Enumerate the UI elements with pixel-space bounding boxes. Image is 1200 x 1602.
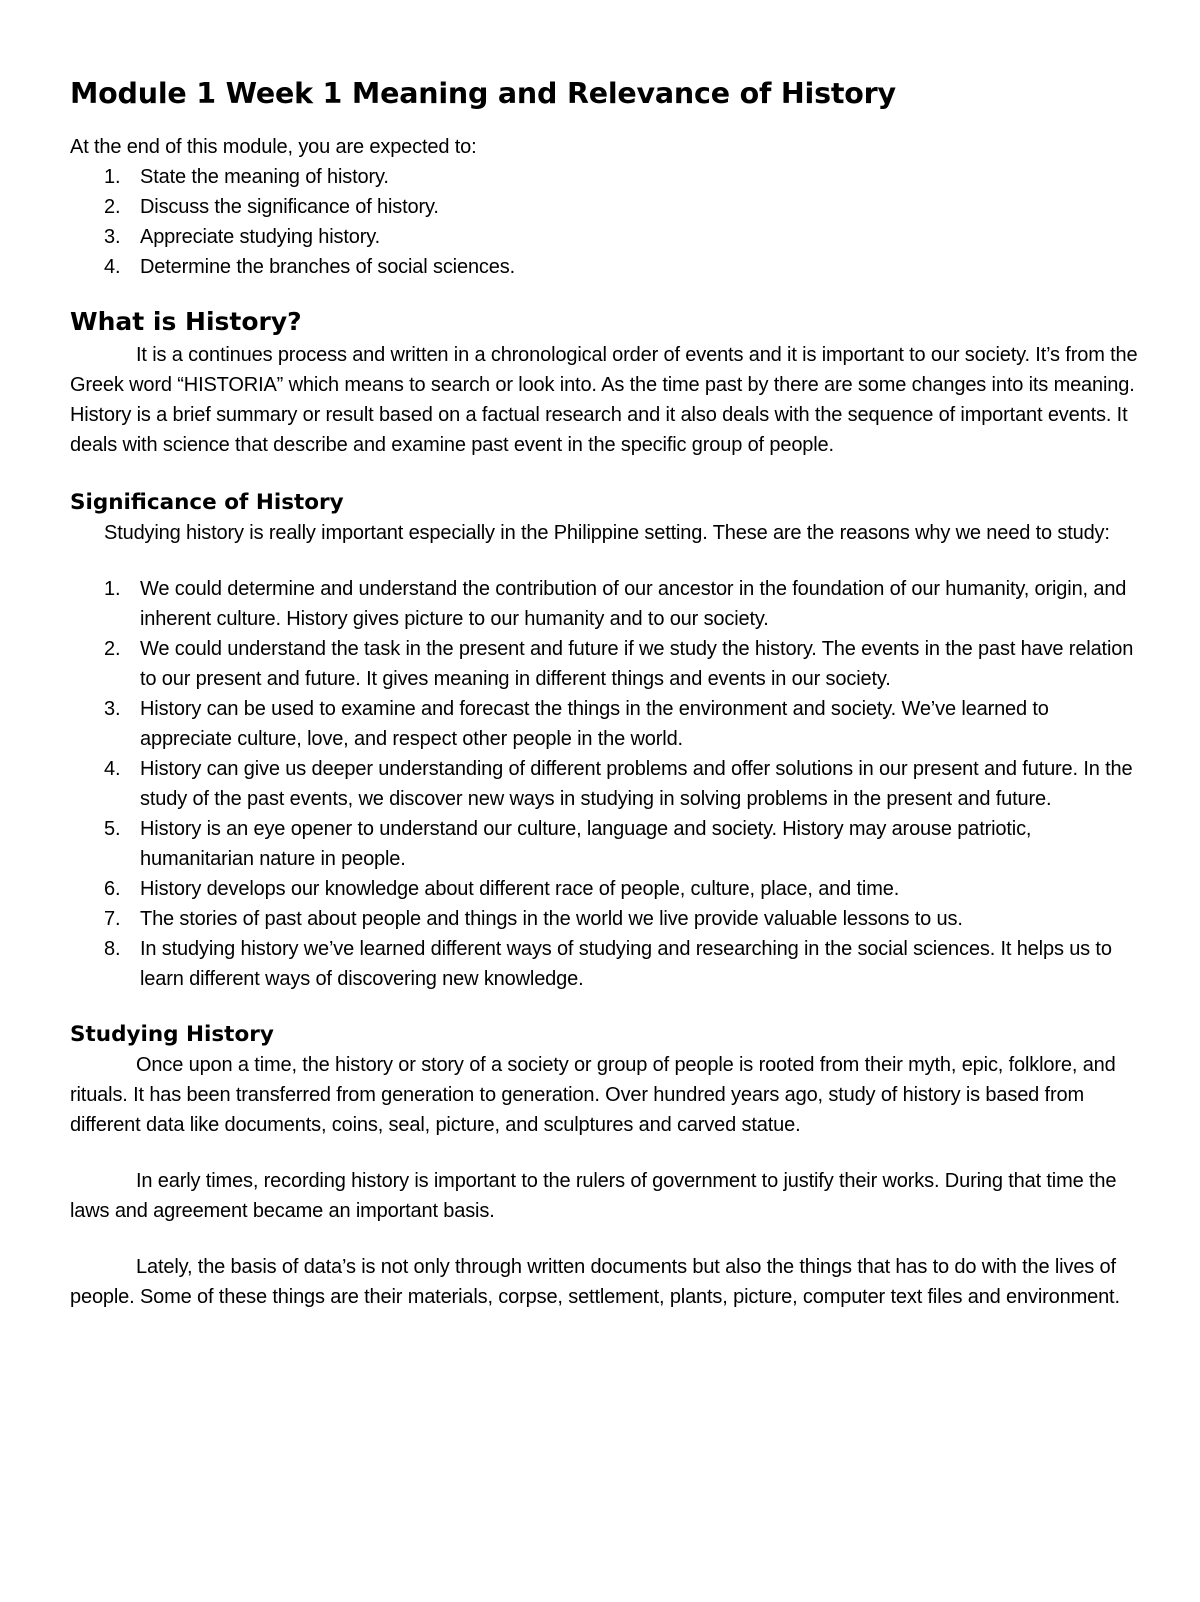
list-item bbox=[70, 934, 1140, 994]
list-text: We could understand the task in the present and future if we study the history. The events in the past have relation to our present and future. It gives meaning in different things and events in our society. bbox=[140, 638, 1134, 690]
document-title: Module 1 Week 1 Meaning and Relevance of History bbox=[70, 77, 896, 110]
document-page bbox=[70, 76, 1140, 1312]
studying-history-heading: Studying History bbox=[70, 1022, 274, 1047]
list-number: 6. bbox=[104, 878, 121, 900]
list-item bbox=[70, 904, 1140, 934]
list-text: History is an eye opener to understand our culture, language and society. History may arouse patriotic, humanitarian nature in people. bbox=[140, 818, 1032, 870]
list-item bbox=[70, 694, 1140, 754]
list-text: In studying history we’ve learned different ways of studying and researching in the social sciences. It helps us to learn different ways of discovering new knowledge. bbox=[140, 938, 1112, 990]
list-text: Determine the branches of social sciences. bbox=[140, 256, 515, 278]
list-number: 4. bbox=[104, 758, 121, 780]
list-item bbox=[70, 252, 1140, 282]
list-item bbox=[70, 222, 1140, 252]
list-number: 2. bbox=[104, 638, 121, 660]
studying-paragraph-1: Once upon a time, the history or story of a society or group of people is rooted from their myth, epic, folklore, and rituals. It has been transferred from generation to generation. Over hundred years ago, study of history is based from different data like documents, coins, seal, picture, and sculptures and carved statue. bbox=[70, 1054, 1116, 1136]
list-text: Discuss the significance of history. bbox=[140, 196, 439, 218]
list-item bbox=[70, 874, 1140, 904]
significance-heading: Significance of History bbox=[70, 490, 344, 515]
objectives-section bbox=[70, 132, 1140, 282]
list-number: 7. bbox=[104, 908, 121, 930]
list-text: History can give us deeper understanding of different problems and offer solutions in our present and future. In the study of the past events, we discover new ways in studying in solving problems in the present and future. bbox=[140, 758, 1133, 810]
list-text: State the meaning of history. bbox=[140, 166, 389, 188]
list-item bbox=[70, 162, 1140, 192]
list-text: We could determine and understand the contribution of our ancestor in the foundation of our humanity, origin, and inherent culture. History gives picture to our humanity and to our society. bbox=[140, 578, 1127, 630]
list-number: 1. bbox=[104, 166, 121, 188]
list-item bbox=[70, 754, 1140, 814]
list-number: 3. bbox=[104, 698, 121, 720]
list-text: The stories of past about people and things in the world we live provide valuable lessons to us. bbox=[140, 908, 963, 930]
list-number: 1. bbox=[104, 578, 121, 600]
objectives-list bbox=[70, 162, 1140, 282]
list-number: 3. bbox=[104, 226, 121, 248]
studying-paragraph-2: In early times, recording history is important to the rulers of government to justify their works. During that time the laws and agreement became an important basis. bbox=[70, 1170, 1117, 1222]
list-item bbox=[70, 814, 1140, 874]
list-item bbox=[70, 192, 1140, 222]
list-number: 2. bbox=[104, 196, 121, 218]
what-is-history-paragraph: It is a continues process and written in a chronological order of events and it is important to our society. It’s from the Greek word “HISTORIA” which means to search or look into. As the time past by there are some changes into its meaning. History is a brief summary or result based on a factual research and it also deals with the sequence of important events. It deals with science that describe and examine past event in the specific group of people. bbox=[70, 344, 1138, 456]
list-item bbox=[70, 634, 1140, 694]
list-text: History can be used to examine and forecast the things in the environment and society. We’ve learned to appreciate culture, love, and respect other people in the world. bbox=[140, 698, 1049, 750]
significance-list bbox=[70, 574, 1140, 994]
list-number: 8. bbox=[104, 938, 121, 960]
what-is-history-heading: What is History? bbox=[70, 307, 302, 336]
list-text: History develops our knowledge about different race of people, culture, place, and time. bbox=[140, 878, 900, 900]
significance-intro: Studying history is really important especially in the Philippine setting. These are the reasons why we need to study: bbox=[104, 522, 1110, 544]
list-number: 5. bbox=[104, 818, 121, 840]
objectives-intro: At the end of this module, you are expected to: bbox=[70, 136, 477, 158]
list-item bbox=[70, 574, 1140, 634]
list-text: Appreciate studying history. bbox=[140, 226, 380, 248]
list-number: 4. bbox=[104, 256, 121, 278]
studying-paragraph-3: Lately, the basis of data’s is not only through written documents but also the things that has to do with the lives of people. Some of these things are their materials, corpse, settlement, plants, picture, computer text files and environment. bbox=[70, 1256, 1120, 1308]
